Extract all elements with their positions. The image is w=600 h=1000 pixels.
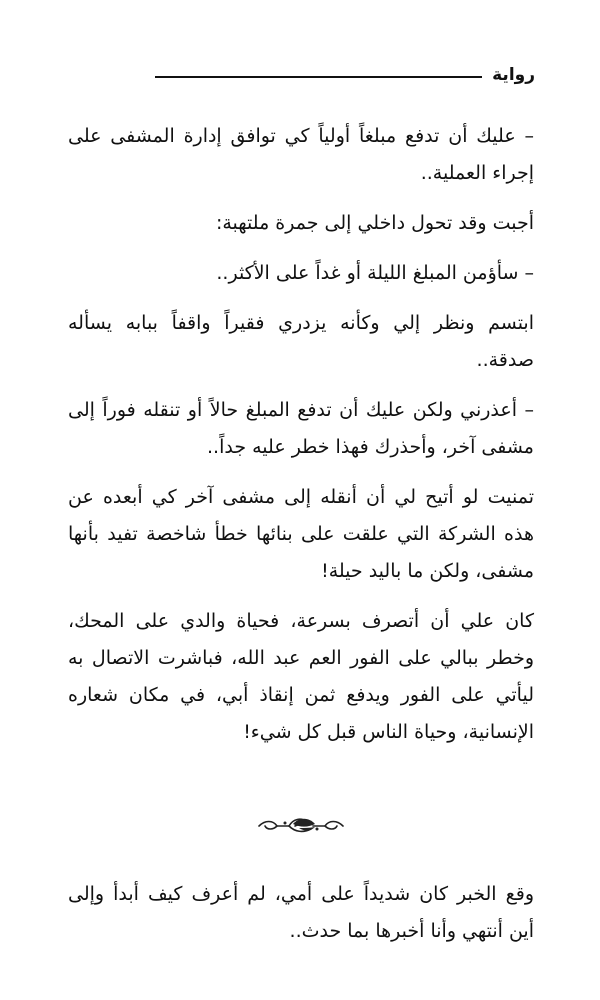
closing-text bbox=[68, 876, 534, 963]
running-header bbox=[155, 58, 535, 92]
floral-divider-icon bbox=[255, 811, 347, 841]
paragraph-7: كان علي أن أتصرف بسرعة، فحياة والدي على المحك، وخطر ببالي على الفور العم عبد الله، فباشرت الاتصال به ليأتي على الفور ويدفع ثمن إنقاذ أبي، في مكان شعاره الإنسانية، وحياة الناس قبل كل شيء! bbox=[68, 610, 534, 743]
paragraph-4: ابتسم ونظر إلي وكأنه يزدري فقيراً واقفاً ببابه يسأله صدقة.. bbox=[68, 312, 534, 371]
paragraph-3: – سأؤمن المبلغ الليلة أو غداً على الأكثر.. bbox=[216, 262, 534, 284]
paragraph-1: – عليك أن تدفع مبلغاً أولياً كي توافق إدارة المشفى على إجراء العملية.. bbox=[68, 125, 534, 184]
header-title: رواية bbox=[492, 65, 535, 85]
paragraph-closing: وقع الخبر كان شديداً على أمي، لم أعرف كيف أبدأ وإلى أين أنتهي وأنا أخبرها بما حدث.. bbox=[68, 883, 534, 942]
header-rule bbox=[155, 76, 482, 78]
paragraph-6: تمنيت لو أتيح لي أن أنقله إلى مشفى آخر كي أبعده عن هذه الشركة التي علقت على بنائها خطأ شاخصة تفيد بأنها مشفى، ولكن ما باليد حيلة! bbox=[68, 486, 534, 582]
paragraph-2: أجبت وقد تحول داخلي إلى جمرة ملتهبة: bbox=[215, 212, 534, 234]
paragraph-5: – أعذرني ولكن عليك أن تدفع المبلغ حالاً أو تنقله فوراً إلى مشفى آخر، وأحذرك فهذا خطر عليه جداً.. bbox=[68, 399, 534, 458]
main-text bbox=[68, 118, 534, 764]
